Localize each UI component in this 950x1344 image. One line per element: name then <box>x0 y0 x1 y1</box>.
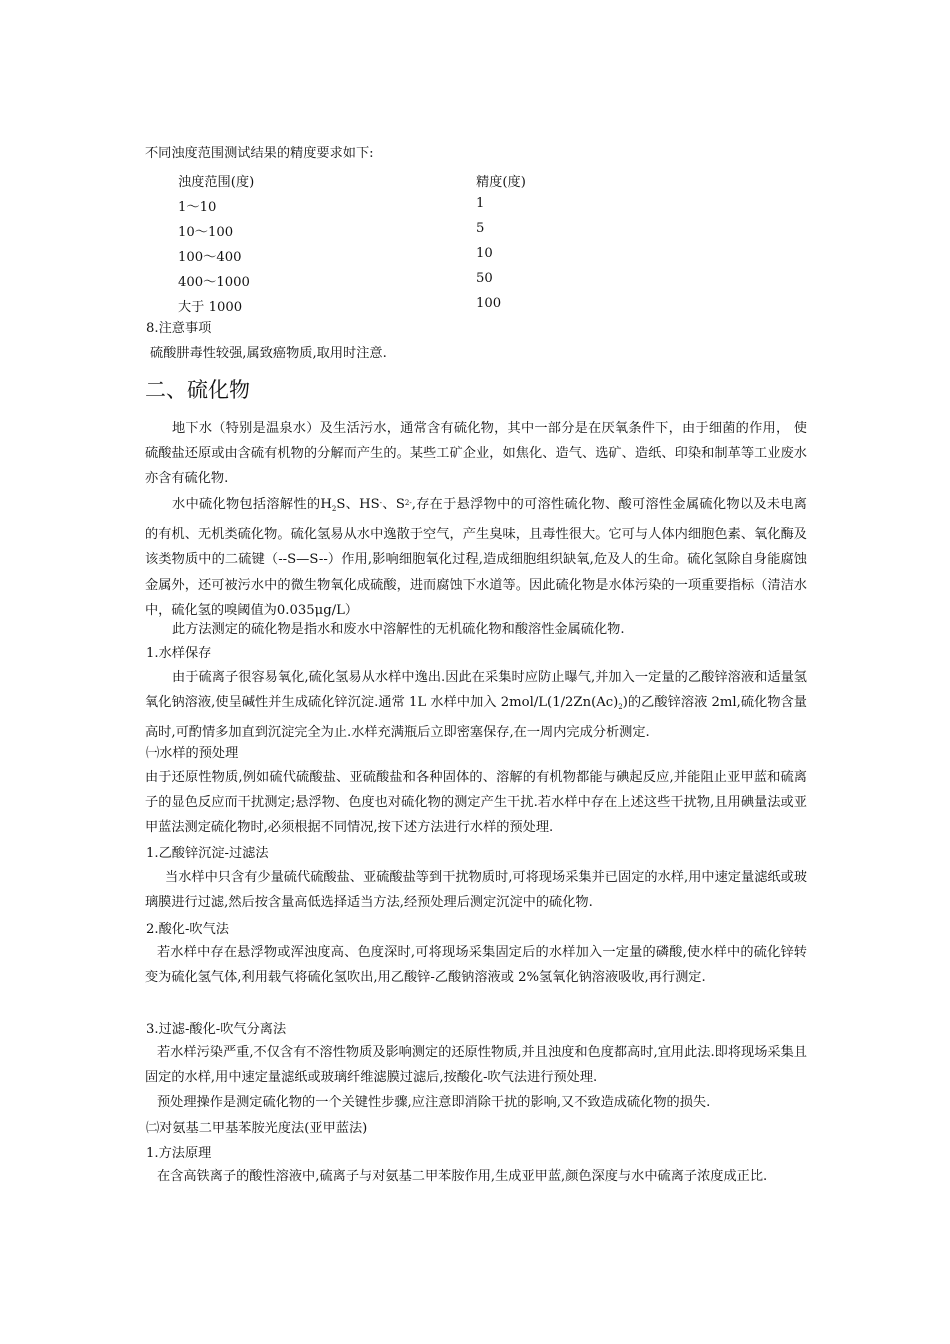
turbidity-intro: 不同浊度范围测试结果的精度要求如下: <box>145 146 374 161</box>
paragraph-method-3: 若水样污染严重,不仅含有不溶性物质及影响测定的还原性物质,并且浊度和色度都高时,宜用此法.即将现场采集且固定的水样,用中速定量滤纸或玻璃纤维滤膜过滤后,按酸化-吹气法进行预处理. <box>145 1045 807 1086</box>
paragraph-scope: 此方法测定的硫化物是指水和废水中溶解性的无机硫化物和酸溶性金属硫化物. <box>172 622 625 637</box>
table-cell-precision: 5 <box>476 221 485 236</box>
table-cell-precision: 100 <box>476 296 502 311</box>
table-cell-range: 100～400 <box>178 250 242 265</box>
paragraph-composition: 水中硫化物包括溶解性的$H_2S$、HS-、$S^{2-}$,存在于悬浮物中的可溶性硫化物、酸可溶性金属硫化物以及未电离的有机、无机类硫化物。硫化氢易从水中逸散于空气，产生臭味，且毒性很大。它可与人体内细胞色素、氧化酶及该类物质中的二硫键（--S—S--）作用,影响细胞氧化过程,造成细胞组织缺氧,危及人的生命。硫化氢除自身能腐蚀金属外，还可被污水中的微生物氧化成硫酸，进而腐蚀下水道等。因此硫化物是水体污染的一项重要指标（清洁水中，硫化氢的嗅阈值为0.035μg/L） <box>145 497 807 618</box>
paragraph-pretreatment: 由于还原性物质,例如硫代硫酸盐、亚硫酸盐和各种固体的、溶解的有机物都能与碘起反应,并能阻止亚甲蓝和硫离子的显色反应而干扰测定;悬浮物、色度也对硫化物的测定产生干扰.若水样中存在上述这些干扰物,且用碘量法或亚甲蓝法测定硫化物时,必须根据不同情况,按下述方法进行水样的预处理. <box>145 770 807 836</box>
paragraph-method-1: 当水样中只含有少量硫代硫酸盐、亚硫酸盐等到干扰物质时,可将现场采集并已固定的水样,用中速定量滤纸或玻璃膜进行过滤,然后按含量高低选择适当方法,经预处理后测定沉淀中的硫化物. <box>145 870 807 911</box>
heading-method-2: 2.酸化-吹气法 <box>146 922 229 937</box>
table-cell-precision: 50 <box>476 271 493 286</box>
table-cell-precision: 1 <box>476 196 485 211</box>
heading-methylene-blue-method: ㈡对氨基二甲基苯胺光度法(亚甲蓝法) <box>146 1121 368 1136</box>
heading-method-3: 3.过滤-酸化-吹气分离法 <box>146 1022 287 1037</box>
col-header-range: 浊度范围(度) <box>178 175 255 190</box>
col-header-precision: 精度(度) <box>476 175 526 190</box>
table-cell-range: 大于 1000 <box>178 300 243 315</box>
paragraph-method-2: 若水样中存在悬浮物或浑浊度高、色度深时,可将现场采集固定后的水样加入一定量的磷酸,使水样中的硫化锌转变为硫化氢气体,利用载气将硫化氢吹出,用乙酸锌-乙酸钠溶液或 2%氢氧化钠溶液吸收,再行测定. <box>145 945 807 986</box>
table-cell-range: 400～1000 <box>178 275 250 290</box>
heading-sample-preservation: 1.水样保存 <box>146 646 212 661</box>
table-cell-precision: 10 <box>476 246 493 261</box>
heading-method-1: 1.乙酸锌沉淀-过滤法 <box>146 846 269 861</box>
table-cell-range: 1～10 <box>178 200 217 215</box>
paragraph-intro: 地下水（特别是温泉水）及生活污水，通常含有硫化物，其中一部分是在厌氧条件下，由于细菌的作用， 使硫酸盐还原或由含硫有机物的分解而产生的。某些工矿企业，如焦化、造气、选矿、造纸、印染和制革等工业废水亦含有硫化物. <box>145 421 807 487</box>
paragraph-key-step: 预处理操作是测定硫化物的一个关键性步骤,应注意即消除干扰的影响,又不致造成硫化物的损失. <box>157 1095 711 1110</box>
heading-pretreatment: ㈠水样的预处理 <box>146 746 239 761</box>
paragraph-sample-preservation: 由于硫离子很容易氧化,硫化氢易从水样中逸出.因此在采集时应防止曝气,并加入一定量的乙酸锌溶液和适量氢氧化钠溶液,使呈碱性并生成硫化锌沉淀.通常 1L 水样中加入 $2mol/L(1/2Zn(Ac)_2)$的乙酸锌溶液 2ml,硫化物含量高时,可酌情多加直到沉淀完全为止.水样充满瓶后立即密塞保存,在一周内完成分析测定. <box>145 670 807 741</box>
section-title: 二、硫化物 <box>145 378 250 402</box>
table-cell-range: 10～100 <box>178 225 234 240</box>
paragraph-method-principle: 在含高铁离子的酸性溶液中,硫离子与对氨基二甲苯胺作用,生成亚甲蓝,颜色深度与水中硫离子浓度成正比. <box>157 1169 768 1184</box>
notes-heading: 8.注意事项 <box>146 321 212 336</box>
heading-method-principle: 1.方法原理 <box>146 1146 212 1161</box>
notes-text: 硫酸肼毒性较强,属致癌物质,取用时注意. <box>150 346 387 361</box>
